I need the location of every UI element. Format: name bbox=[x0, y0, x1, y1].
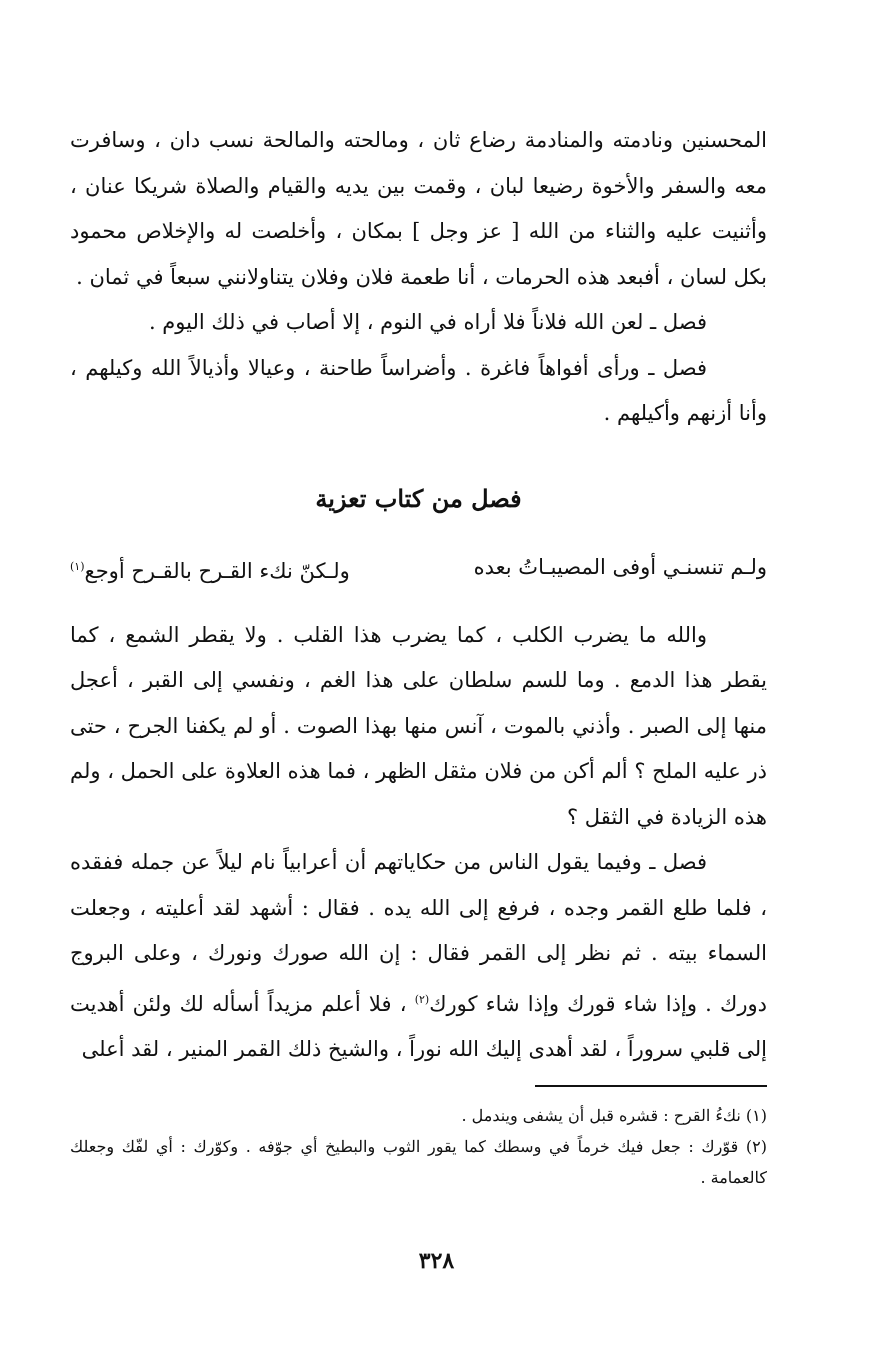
footnote-marker: (١) bbox=[70, 559, 85, 573]
footnotes bbox=[70, 1100, 767, 1193]
footnote: (١) نكءُ القرح : قشره قبل أن يشفى ويندمل . bbox=[461, 1106, 767, 1125]
verse-second-hemistich bbox=[70, 547, 350, 591]
verse-second-text: ولـكنّ نكء القـرح بالقـرح أوجع bbox=[84, 558, 350, 583]
paragraph: فصل ـ لعن الله فلاناً فلا أراه في النوم ، إلا أصاب في ذلك اليوم . bbox=[148, 310, 707, 334]
page-number: ٣٢٨ bbox=[418, 1248, 455, 1274]
paragraph bbox=[70, 840, 767, 1073]
footnote-divider bbox=[535, 1085, 767, 1087]
page-body bbox=[70, 118, 767, 1073]
poetry-verse bbox=[70, 547, 767, 591]
paragraph-text: فصل ـ وفيما يقول الناس من حكاياتهم أن أعرابياً نام ليلاً عن جمله ففقده ، فلما طلع القمر وجده ، فرفع إلى الله يده . فقال : أشهد لقد أعليته ، وجعلت السماء بيته . ثم نظر إلى القمر فقال : إن الله صورك ونورك ، وعلى البروج دورك . وإذا شاء قورك وإذا شاء كورك bbox=[70, 850, 767, 1016]
paragraph-text: ، فلا أعلم مزيداً أسأله لك ولئن أهديت إلى قلبي سروراً ، لقد أهدى إليك الله نوراً ، والشيخ ذلك القمر المنير ، لقد أعلى bbox=[70, 991, 767, 1061]
paragraph: المحسنين ونادمته والمنادمة رضاع ثان ، ومالحته والمالحة نسب دان ، وسافرت معه والسفر والأخوة رضيعا لبان ، وقمت بين يديه والقيام والصلاة شريكا عنان ، وأثنيت عليه والثناء من الله [ عز وجل ] بمكان ، وأخلصت له والإخلاص محمود بكل لسان ، أفبعد هذه الحرمات ، أنا طعمة فلان وفلان يتناولانني سبعاً في ثمان . bbox=[70, 128, 767, 289]
paragraph: فصل ـ ورأى أفواهاً فاغرة . وأضراساً طاحنة ، وعيالا وأذيالاً الله وكيلهم ، وأنا أزنهم وأكيلهم . bbox=[70, 355, 767, 425]
section-title: فصل من كتاب تعزية bbox=[315, 483, 522, 513]
footnote: (٢) قوّرك : جعل فيك خرماً في وسطك كما يقور الثوب والبطيخ أي جوّفه . وكوّرك : أي لفّك وجعلك كالعمامة . bbox=[70, 1137, 767, 1187]
paragraph: والله ما يضرب الكلب ، كما يضرب هذا القلب . ولا يقطر الشمع ، كما يقطر هذا الدمع . وما للسم سلطان على هذا الغم ، ونفسي إلى القبر ، أعجل منها إلى الصبر . وأذني بالموت ، آنس منها بهذا الصوت . أو لم يكفنا الجرح ، حتى ذر عليه الملح ؟ ألم أكن من فلان مثقل الظهر ، فما هذه العلاوة على الحمل ، ولم هذه الزيادة في الثقل ؟ bbox=[70, 622, 767, 829]
footnote-marker: (٢) bbox=[414, 992, 430, 1006]
verse-first-hemistich: ولـم تنسنـي أوفى المصيبـاتُ بعده bbox=[473, 554, 767, 579]
